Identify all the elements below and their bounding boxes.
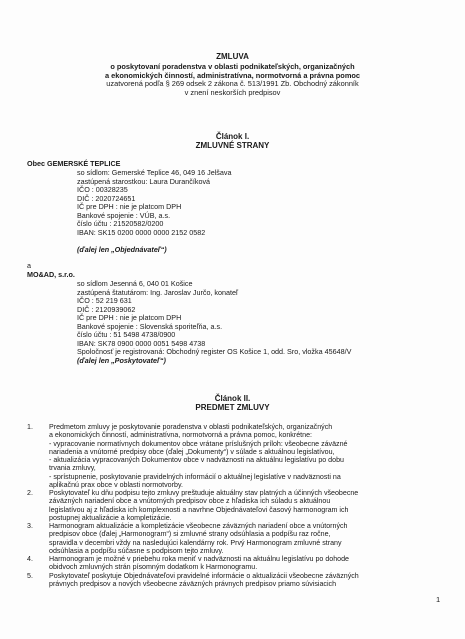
- party-2-line: zastúpená štatutárom: Ing. Jaroslav Jurčo, konateľ: [77, 287, 239, 297]
- party-2-line: Spoločnosť je registrovaná: Obchodný register OS Košice 1, odd. Sro, vložka 45648/V: [77, 347, 352, 356]
- page-number: 1: [436, 595, 441, 604]
- list-item: 2. Poskytovateľ ku dňu podpisu tejto zmluvy preštuduje aktuálny stav platných a účinných všeobecne záväzných nariadení obce a vnútorných predpisov obce z hľadiska ich súladu s aktuálnou legislatívou aj z hľadiska ich komplexnosti a navrhne Objednávateľovi časový harmonogram ich postupnej aktualizácie a kompletizácie.: [27, 489, 359, 522]
- document-subtitle-line-2: a ekonomických činností, administratívna, normotvorná a právna pomoc: [104, 70, 361, 80]
- party-2-alias: (ďalej len „Poskytovateľ“): [77, 355, 166, 365]
- list-item: 1. Predmetom zmluvy je poskytovanie poradenstva v oblasti podnikateľských, organizačných a ekonomických činností, administratívna, normotvorná a právna pomoc, konkrétne: - vypracovanie normatívnych dokumentov obce vrátane príslušných príloh: všeobecne záväzné nariadenia a vnútorné predpisy obce (ďalej „Dokumenty“) v súlade s aktuálnou legislatívou, - aktualizácia vypracovaných Dokumentov obce v nadväznosti na aktuálnu legislatívu po dobu trvania zmluvy, - sprístupnenie, poskytovanie pravidelných informácií o aktuálnej legislatíve v nadväznosti na aplikačnú prax obce v oblasti normotvorby.: [27, 423, 348, 489]
- article-1-number: Článok I.: [215, 132, 250, 141]
- document-subtitle-line-4: v znení neskorších predpisov: [184, 87, 281, 97]
- party-1-line: DIČ : 2020724651: [77, 193, 136, 203]
- document-subtitle-line-3: uzatvorená podľa § 269 odsek 2 zákona č. 513/1991 Zb. Obchodný zákonník: [106, 79, 359, 88]
- party-1-name: Obec GEMERSKÉ TEPLICE: [27, 159, 121, 168]
- party-1-alias: (ďalej len „Objednávateľ“): [77, 244, 167, 254]
- article-1-title: ZMLUVNÉ STRANY: [195, 141, 270, 150]
- party-2-line: IČO : 52 219 631: [77, 296, 132, 305]
- party-1-line: so sídlom: Gemerské Teplice 46, 049 16 Jelšava: [77, 168, 232, 177]
- party-1-line: číslo účtu : 21520582/0200: [77, 219, 164, 228]
- list-item: 5. Poskytovateľ poskytuje Objednávateľovi pravidelné informácie o aktualizácii všeobecne záväzných právnych predpisov a nových všeobecne záväzných právnych predpisov priamo súvisiacich: [27, 571, 359, 588]
- party-2-line: DIČ : 2120939062: [77, 304, 136, 314]
- party-1-line: IBAN: SK15 0200 0000 0000 2152 0582: [77, 227, 206, 237]
- list-item: 4. Harmonogram je možné v priebehu roka meniť v nadväznosti na aktuálnu legislatívu po dohode obidvoch zmluvných strán písomným dodatkom k Harmonogramu.: [27, 555, 349, 572]
- party-2-line: so sídlom Jesenná 6, 040 01 Košice: [77, 279, 193, 288]
- party-2-line: Bankové spojenie : Slovenská sporiteľňa, a.s.: [77, 321, 223, 331]
- article-2-list: [27, 423, 447, 588]
- list-item: 3. Harmonogram aktualizácie a kompletizácie všeobecne záväzných nariadení obce a vnútorných predpisov obce (ďalej „Harmonogram“) si zmluvné strany odsúhlasia a podpíšu raz ročne, spravidla v decembri vždy na nasledujúci kalendárny rok. Prvý Harmonogram zmluvné strany odsúhlasia a podpíšu súčasne s podpisom tejto zmluvy.: [27, 522, 348, 555]
- party-2-name: MO&AD, s.r.o.: [27, 270, 75, 279]
- party-1-line: zastúpená starostkou: Laura Durančíková: [77, 176, 211, 186]
- article-2-number: Článok II.: [214, 394, 251, 403]
- article-2-title: PREDMET ZMLUVY: [195, 403, 270, 412]
- party-2-line: IČ pre DPH : nie je platcom DPH: [77, 313, 182, 322]
- party-2-line: číslo účtu : 51 5498 4738/0900: [77, 330, 176, 339]
- document-title: ZMLUVA: [216, 52, 249, 61]
- document-subtitle-line-1: o poskytovaní poradenstva v oblasti podnikateľských, organizačných: [110, 62, 355, 71]
- conjunction-and: a: [27, 261, 31, 270]
- party-1-line: Bankové spojenie : VÚB, a.s.: [77, 210, 171, 220]
- party-1-line: IČ pre DPH : nie je platcom DPH: [77, 202, 182, 211]
- party-1-line: IČO : 00328235: [77, 185, 128, 194]
- party-2-line: IBAN: SK78 0900 0000 0051 5498 4738: [77, 338, 206, 348]
